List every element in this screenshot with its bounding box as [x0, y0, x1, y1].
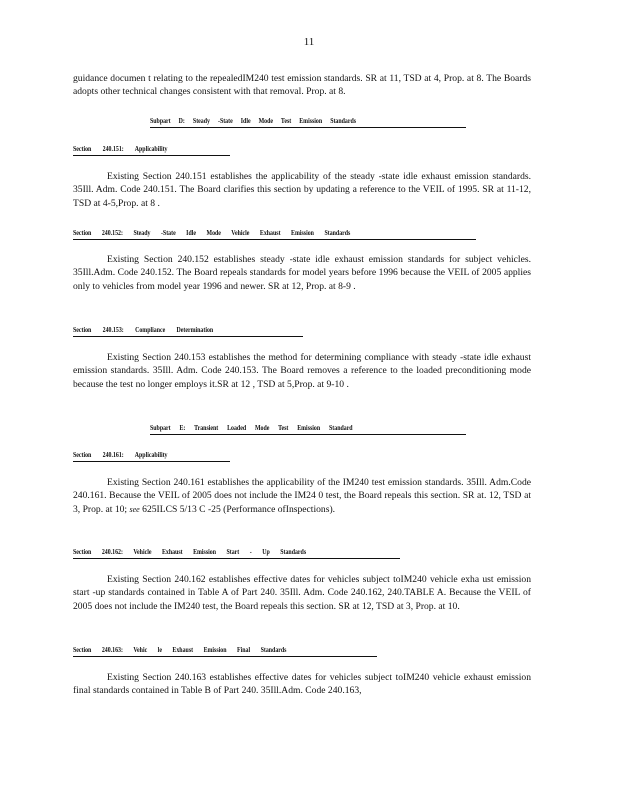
section-161-heading: Section 240.161: Applicability	[73, 451, 168, 459]
subpart-e-underline	[150, 434, 466, 435]
section-163-underline	[73, 656, 377, 657]
section-161-text-b: 625ILCS 5/13 C -25 (Performance ofInspections).	[142, 503, 336, 515]
section-152-paragraph: Existing Section 240.152 establishes steady -state idle exhaust emission standards for subject vehicles. 35Ill.Adm. Code 240.152. The Board repeals standards for model years before 1996 because the VEIL of 2005 applies only to vehicles from model year 1996 and newer. SR at 12, Prop. at 8-9 .	[73, 254, 531, 292]
section-151-paragraph: Existing Section 240.151 establishes the applicability of the steady -state idle exhaust emission standards. 35Ill. Adm. Code 240.151. The Board clarifies this section by updating a reference to the VEIL of 1995. SR at 11-12, TSD at 4-5,Prop. at 8 .	[73, 171, 531, 209]
section-153-paragraph: Existing Section 240.153 establishes the method for determining compliance with steady -state idle exhaust emission standards. 35Ill. Adm. Code 240.153. The Board removes a reference to the loaded preconditioning mode because the test no longer employs it.SR at 12 , TSD at 5,Prop. at 9-10 .	[73, 352, 531, 390]
section-161-paragraph	[73, 476, 531, 516]
section-161-underline	[73, 461, 230, 462]
section-163-paragraph: Existing Section 240.163 establishes effective dates for vehicles subject toIM240 vehicle exhaust emission final standards contained in Table B of Part 240. 35Ill.Adm. Code 240.163,	[73, 672, 531, 697]
section-163-heading: Section 240.163: Vehic le Exhaust Emission Final Standards	[73, 646, 287, 654]
section-153-heading: Section 240.153: Compliance Determination	[73, 326, 214, 334]
subpart-d-underline	[150, 127, 466, 128]
section-151-heading: Section 240.151: Applicability	[73, 145, 168, 153]
section-162-underline	[73, 558, 400, 559]
section-161-text-a: Existing Section 240.161 establishes the applicability of the IM240 test emission standards. 35Ill. Adm.Code 240.161. Because the VEIL of 2005 does not include the IM24 0 test, the Board repeals this section. SR at. 12, TSD at 3, Prop. at 10;	[73, 477, 531, 515]
section-152-underline	[73, 239, 476, 240]
section-162-paragraph: Existing Section 240.162 establishes effective dates for vehicles subject toIM240 vehicle exha ust emission start -up standards contained in Table A of Part 240. 35Ill. Adm. Code 240.162, 240.TABLE A. Because the VEIL of 2005 does not include the IM240 test, the Board repeals this section. SR at 12, TSD at 3, Prop. at 10.	[73, 574, 531, 612]
section-161-see: see	[129, 504, 140, 514]
section-162-heading: Section 240.162: Vehicle Exhaust Emission Start - Up Standards	[73, 548, 307, 556]
intro-paragraph: guidance documen t relating to the repealedIM240 test emission standards. SR at 11, TSD at 4, Prop. at 8. The Boards adopts other technical changes consistent with that removal. Prop. at 8.	[73, 73, 531, 98]
section-151-underline	[73, 155, 230, 156]
page-number: 11	[303, 36, 315, 48]
subpart-d-heading: Subpart D: Steady -State Idle Mode Test Emission Standards	[150, 117, 357, 125]
section-153-underline	[73, 336, 303, 337]
subpart-e-heading: Subpart E: Transient Loaded Mode Test Emission Standard	[150, 424, 353, 432]
section-152-heading: Section 240.152: Steady -State Idle Mode Vehicle Exhaust Emission Standards	[73, 229, 351, 237]
